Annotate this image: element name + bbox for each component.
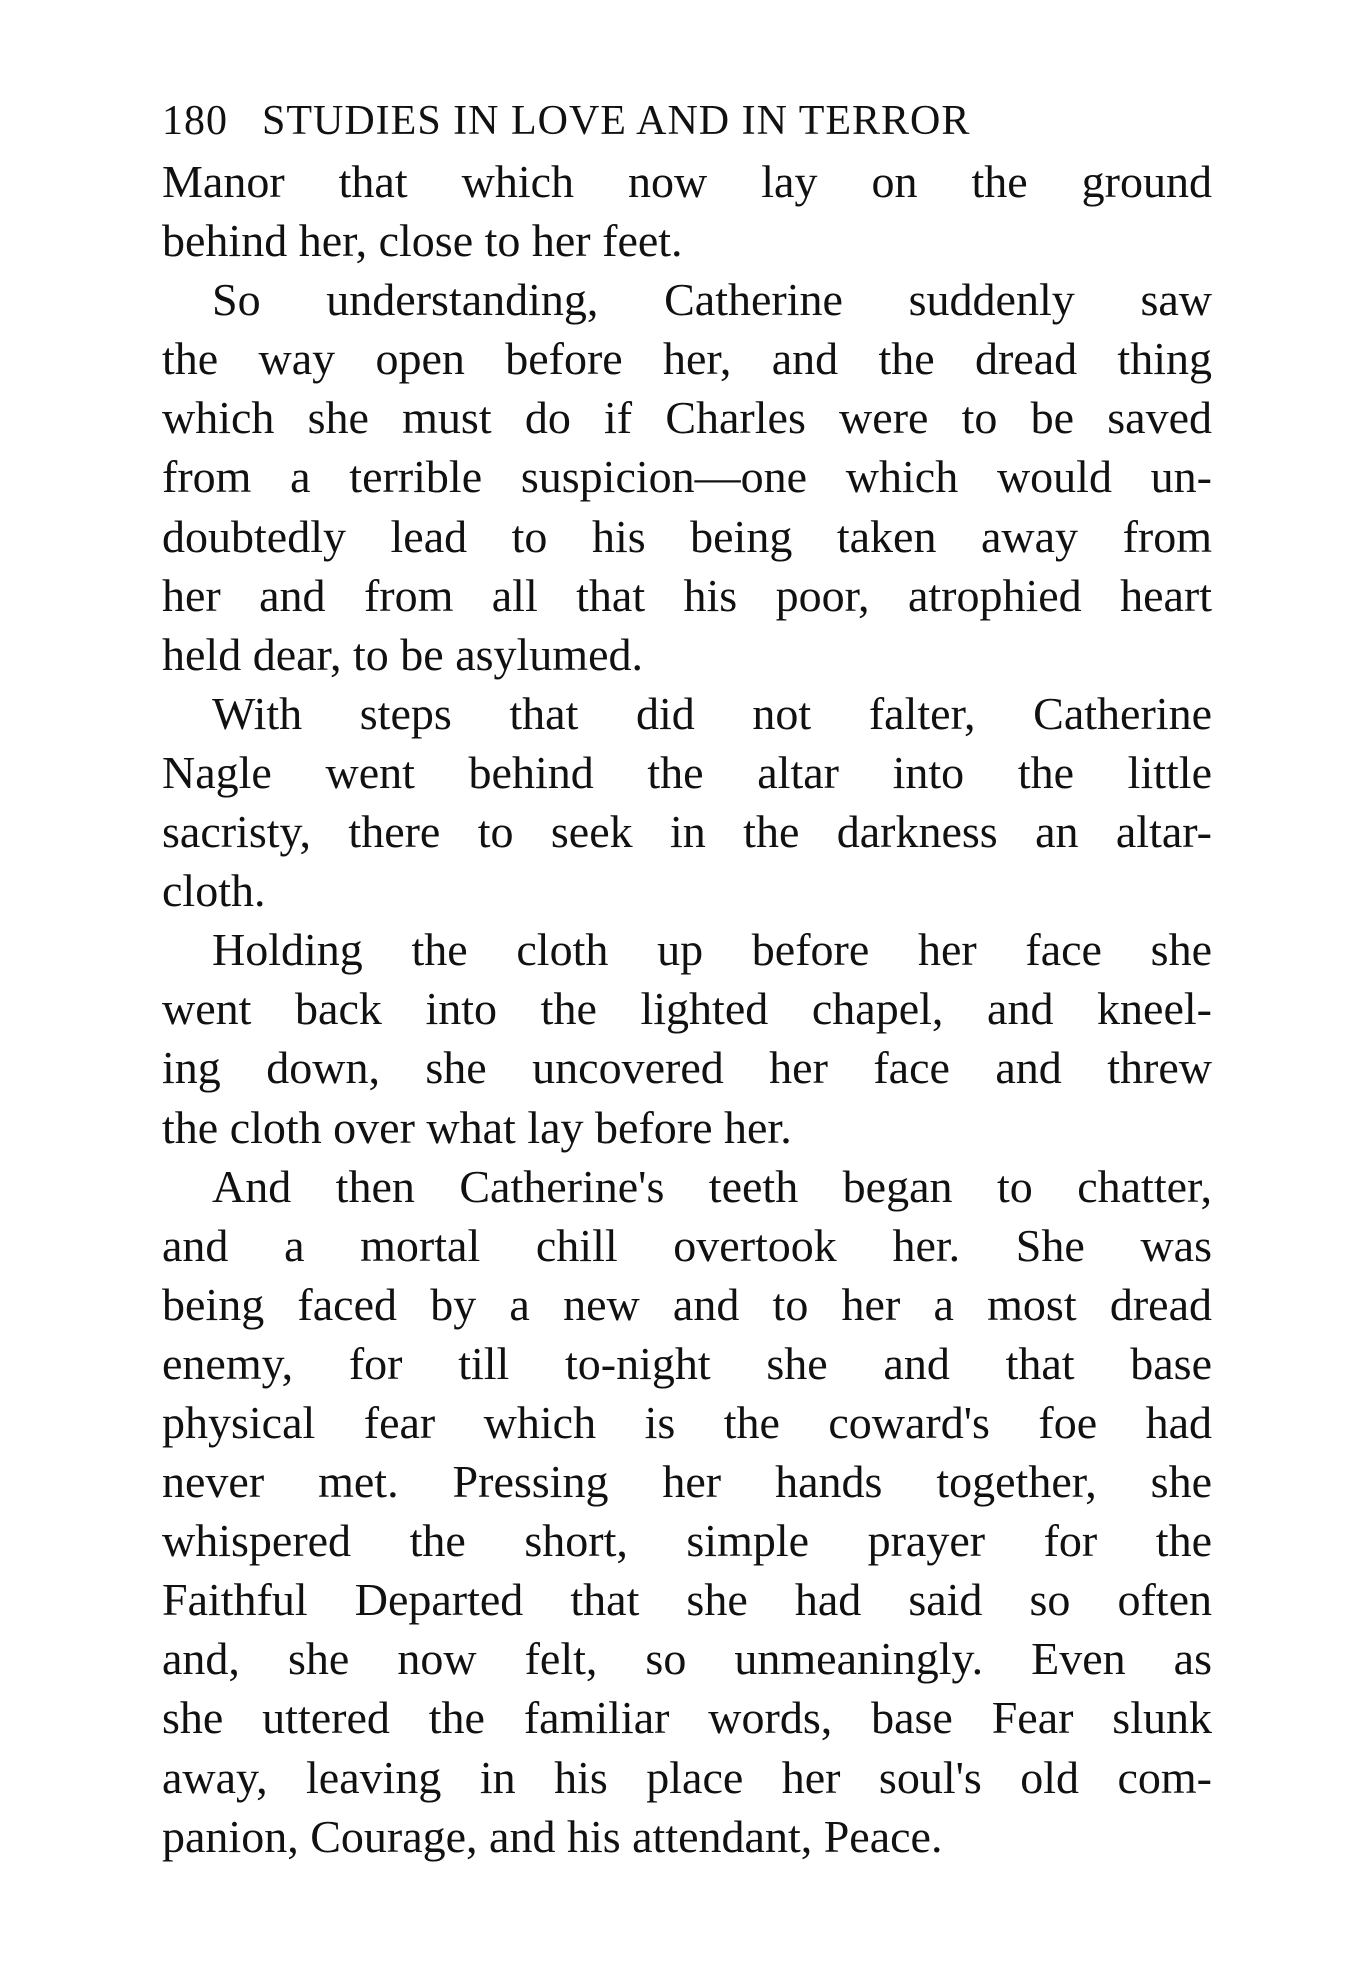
paragraph-1	[162, 152, 1212, 270]
running-title: STUDIES IN LOVE AND IN TERROR	[262, 98, 971, 144]
text-line: Holding the cloth up before her face she	[212, 924, 1212, 976]
text-line: went back into the lighted chapel, and kneel-	[162, 983, 1212, 1035]
text-line: ing down, she uncovered her face and threw	[162, 1042, 1212, 1094]
paragraph-4	[162, 920, 1212, 1156]
text-line: away, leaving in his place her soul's old com-	[162, 1751, 1212, 1803]
text-line: the cloth over what lay before her.	[162, 1101, 792, 1153]
paragraph-3	[162, 684, 1212, 920]
paragraph-2	[162, 270, 1212, 684]
paragraph-5	[162, 1157, 1212, 1866]
text-line: whispered the short, simple prayer for the	[162, 1515, 1212, 1567]
text-line: Faithful Departed that she had said so often	[162, 1574, 1212, 1626]
text-line: So understanding, Catherine suddenly saw	[212, 274, 1212, 326]
text-line: physical fear which is the coward's foe had	[162, 1396, 1212, 1448]
text-line: doubtedly lead to his being taken away from	[162, 510, 1212, 562]
text-line: Nagle went behind the altar into the little	[162, 746, 1212, 798]
text-line: panion, Courage, and his attendant, Peace.	[162, 1810, 943, 1862]
text-line: the way open before her, and the dread thing	[162, 333, 1212, 385]
body-text	[162, 152, 1212, 1866]
text-line: Manor that which now lay on the ground	[162, 156, 1212, 207]
text-line: which she must do if Charles were to be saved	[162, 392, 1212, 444]
text-line: from a terrible suspicion—one which would un-	[162, 451, 1212, 503]
page-number: 180	[162, 98, 228, 144]
text-line: cloth.	[162, 865, 266, 917]
text-line: and a mortal chill overtook her. She was	[162, 1219, 1212, 1271]
text-line: never met. Pressing her hands together, she	[162, 1456, 1212, 1508]
text-line: and, she now felt, so unmeaningly. Even as	[162, 1633, 1212, 1685]
text-line: her and from all that his poor, atrophied heart	[162, 569, 1212, 621]
running-header	[162, 96, 1212, 146]
text-line: she uttered the familiar words, base Fear slunk	[162, 1692, 1212, 1744]
text-line: being faced by a new and to her a most dread	[162, 1278, 1212, 1330]
text-line: With steps that did not falter, Catherine	[212, 687, 1212, 739]
book-page	[162, 96, 1212, 1866]
text-line: held dear, to be asylumed.	[162, 628, 644, 680]
text-line: And then Catherine's teeth began to chatter,	[212, 1160, 1212, 1212]
text-line: enemy, for till to-night she and that base	[162, 1337, 1212, 1389]
text-line: sacristy, there to seek in the darkness an altar-	[162, 806, 1212, 858]
text-line: behind her, close to her feet.	[162, 215, 683, 267]
